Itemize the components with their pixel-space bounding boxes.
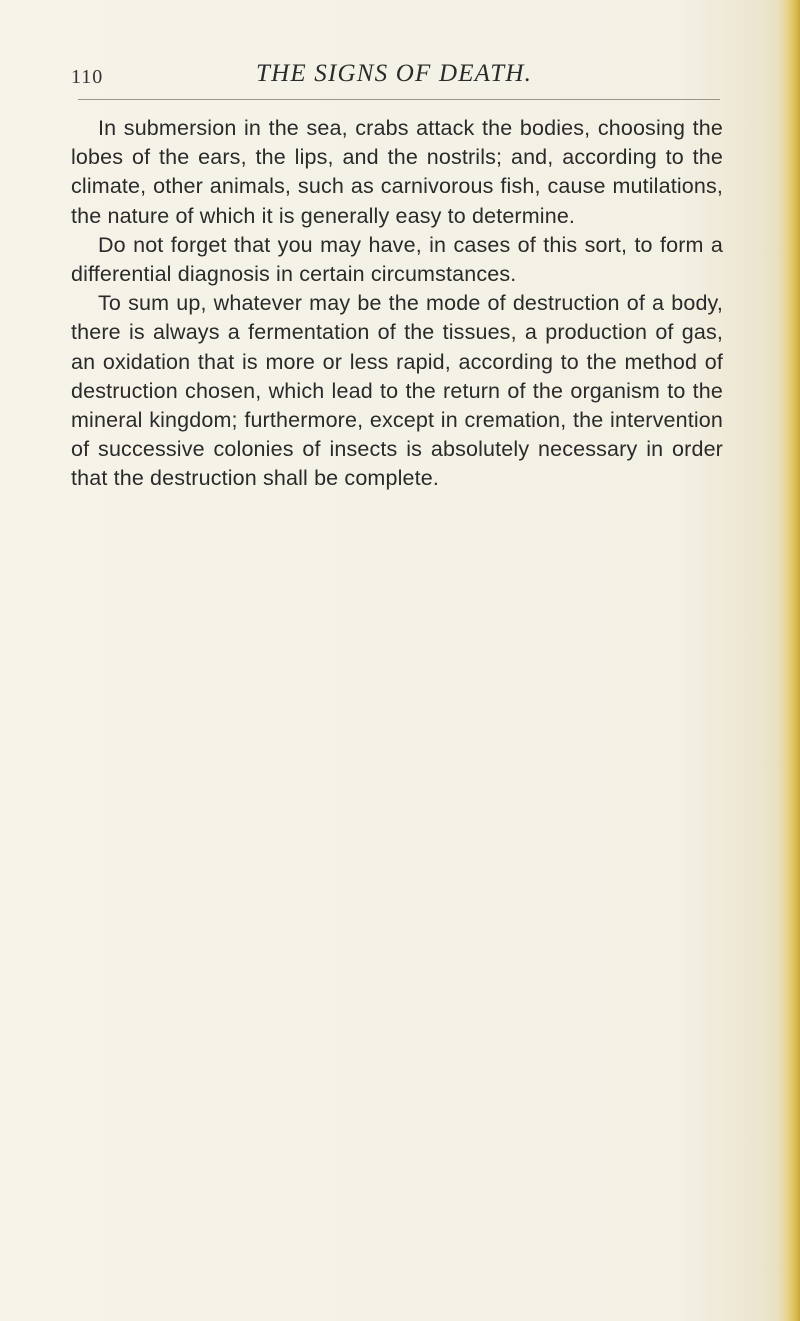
running-head: THE SIGNS OF DEATH. xyxy=(256,60,533,87)
page-number: 110 xyxy=(71,66,104,88)
paragraph-differential-diagnosis: Do not forget that you may have, in cases of this sort, to form a differential diagnosis in certain circumstances. xyxy=(71,232,723,287)
paragraph-summary: To sum up, whatever may be the mode of destruction of a body, there is always a fermentation of the tissues, a production of gas, an oxidation that is more or less rapid, according to the method of destruction chosen, which lead to the return of the organism to the mineral kingdom; furthermore, except in cremation, the intervention of successive colonies of insects is absolutely necessary in order that the destruction shall be complete. xyxy=(71,291,723,491)
header-rule xyxy=(78,99,720,100)
page-edge-discoloration xyxy=(778,0,800,1321)
body-text xyxy=(71,114,723,494)
page-header xyxy=(71,58,721,98)
paragraph-submersion: In submersion in the sea, crabs attack the bodies, choosing the lobes of the ears, the lips, and the nostrils; and, according to the climate, other animals, such as carnivorous fish, cause mutilations, the nature of which it is generally easy to determine. xyxy=(71,116,723,228)
